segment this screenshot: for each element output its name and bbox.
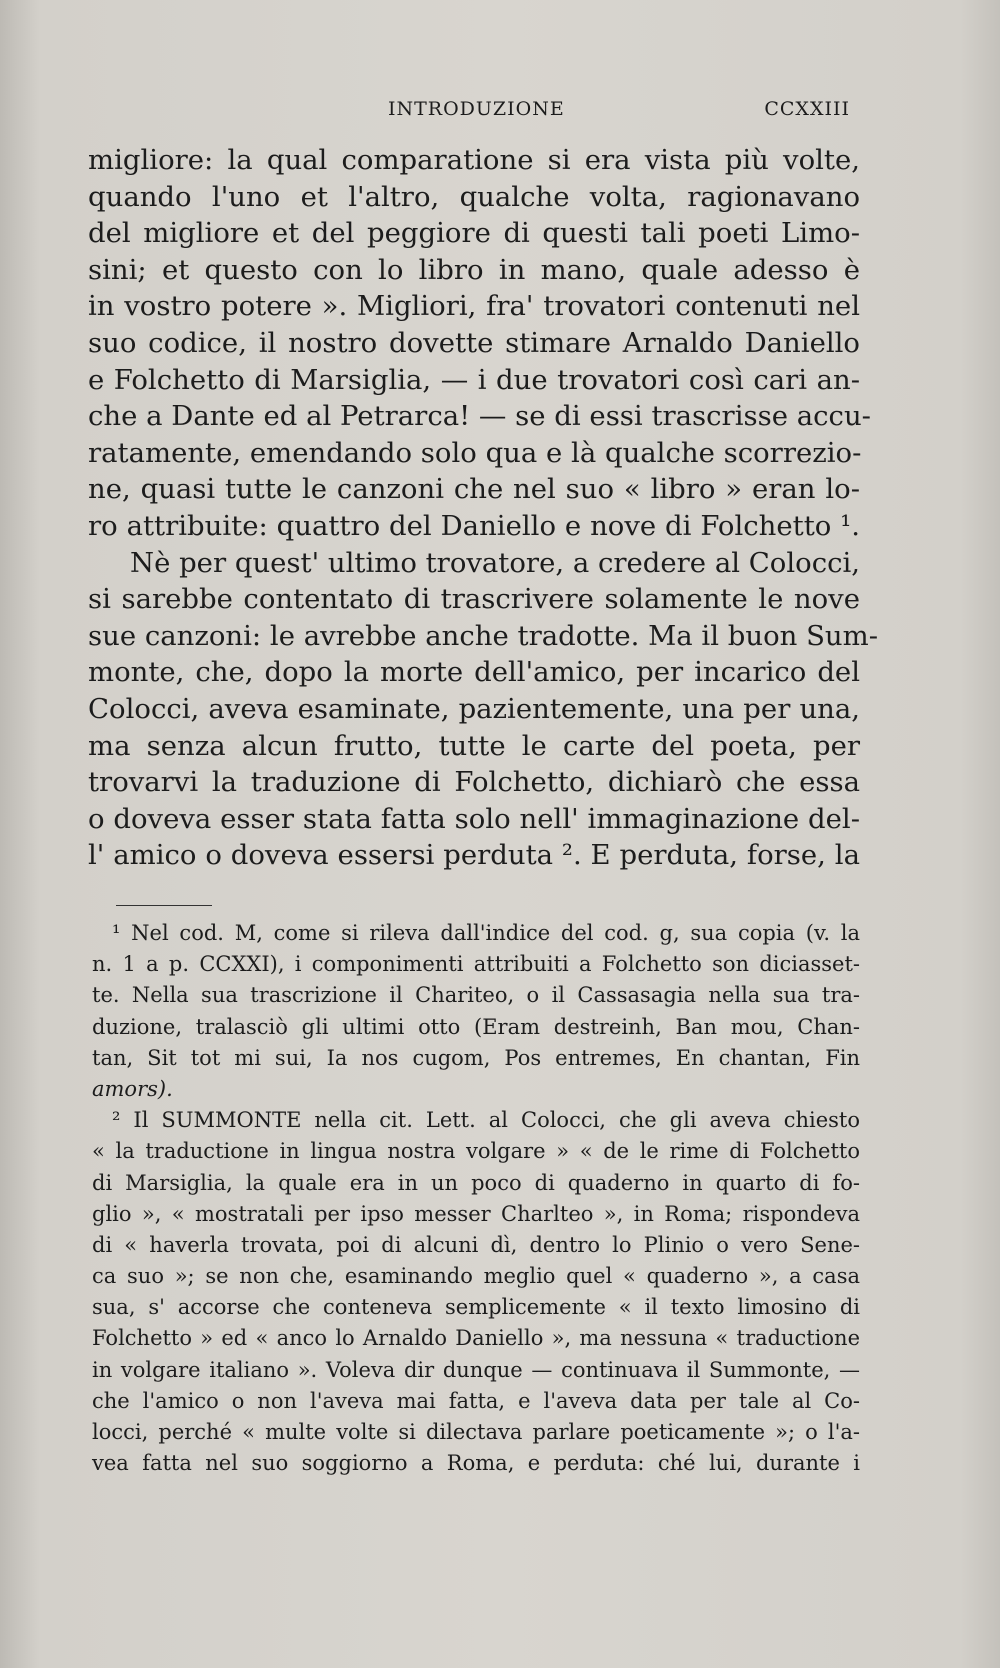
body-line: Colocci, aveva esaminate, pazientemente, una per una, xyxy=(88,692,860,725)
body-line: che a Dante ed al Petrarca! — se di essi trascrisse accu- xyxy=(88,400,871,433)
footnote-line: ¹ Nel cod. M, come si rileva dall'indice del cod. g, sua copia (v. la xyxy=(112,921,860,945)
page-number: CCXXIII xyxy=(764,98,850,120)
footnote-line: tan, Sit tot mi sui, Ia nos cugom, Pos entremes, En chantan, Fin xyxy=(92,1045,860,1070)
body-line: ratamente, emendando solo qua e là qualche scorrezio- xyxy=(88,436,862,469)
body-line: ma senza alcun frutto, tutte le carte del poeta, per xyxy=(88,729,860,762)
footnote-line: amors). xyxy=(92,1076,173,1101)
footnote-line: Folchetto » ed « anco lo Arnaldo Daniello », ma nessuna « traductione xyxy=(92,1326,860,1351)
footnote-line: in volgare italiano ». Voleva dir dunque — continuava il Summonte, — xyxy=(92,1357,860,1382)
body-line: del migliore et del peggiore di questi tali poeti Limo- xyxy=(88,217,860,250)
body-line: si sarebbe contentato di trascrivere solamente le nove xyxy=(88,583,860,616)
body-text xyxy=(88,142,879,874)
footnote-line: locci, perché « multe volte si dilectava parlare poeticamente »; o l'a- xyxy=(92,1420,860,1444)
body-line: ne, quasi tutte le canzoni che nel suo « libro » eran lo- xyxy=(88,473,860,506)
body-line: Nè per quest' ultimo trovatore, a credere al Colocci, xyxy=(130,546,861,579)
footnote-line: te. Nella sua trascrizione il Chariteo, o il Cassasagia nella sua tra- xyxy=(92,983,860,1008)
body-line: suo codice, il nostro dovette stimare Arnaldo Daniello xyxy=(88,326,860,359)
body-line: quando l'uno et l'altro, qualche volta, ragionavano xyxy=(88,180,860,213)
footnote-line: glio », « mostratali per ipso messer Charlteo », in Roma; rispondeva xyxy=(92,1201,860,1226)
body-line: monte, che, dopo la morte dell'amico, per incarico del xyxy=(88,656,860,689)
body-line: ro attribuite: quattro del Daniello e nove di Folchetto ¹. xyxy=(88,509,860,542)
body-line: o doveva esser stata fatta solo nell' immaginazione del- xyxy=(88,802,860,835)
footnote-line: « la traductione in lingua nostra volgare » « de le rime di Folchetto xyxy=(92,1139,860,1164)
footnote-line: ² Il SUMMONTE nella cit. Lett. al Colocci, che gli aveva chiesto xyxy=(112,1108,860,1133)
body-line: in vostro potere ». Migliori, fra' trovatori contenuti nel xyxy=(88,290,860,323)
body-line: l' amico o doveva essersi perduta ². E perduta, forse, la xyxy=(88,839,860,872)
running-head: INTRODUZIONE xyxy=(388,98,565,120)
footnote-line: ca suo »; se non che, esaminando meglio quel « quaderno », a casa xyxy=(92,1264,860,1289)
footnote-rule xyxy=(116,905,212,906)
body-line: migliore: la qual comparatione si era vista più volte, xyxy=(88,144,860,176)
body-line: sini; et questo con lo libro in mano, quale adesso è xyxy=(88,253,860,286)
footnotes xyxy=(92,918,860,1479)
footnote-line: n. 1 a p. CCXXI), i componimenti attribuiti a Folchetto son diciasset- xyxy=(92,952,860,977)
footnote-line: di « haverla trovata, poi di alcuni dì, dentro lo Plinio o vero Sene- xyxy=(92,1232,860,1257)
body-line: trovarvi la traduzione di Folchetto, dichiarò che essa xyxy=(88,766,860,799)
footnote-line: di Marsiglia, la quale era in un poco di quaderno in quarto di fo- xyxy=(92,1170,860,1195)
footnote-line: che l'amico o non l'aveva mai fatta, e l'aveva data per tale al Co- xyxy=(92,1388,860,1413)
body-line: e Folchetto di Marsiglia, — i due trovatori così cari an- xyxy=(88,363,860,396)
footnote-line: duzione, tralasciò gli ultimi otto (Eram destreinh, Ban mou, Chan- xyxy=(92,1014,860,1039)
footnote-line: sua, s' accorse che conteneva semplicemente « il texto limosino di xyxy=(92,1295,860,1320)
page-header xyxy=(388,98,850,126)
body-line: sue canzoni: le avrebbe anche tradotte. Ma il buon Sum- xyxy=(88,619,879,652)
footnote-line: vea fatta nel suo soggiorno a Roma, e perduta: ché lui, durante i xyxy=(92,1451,860,1476)
